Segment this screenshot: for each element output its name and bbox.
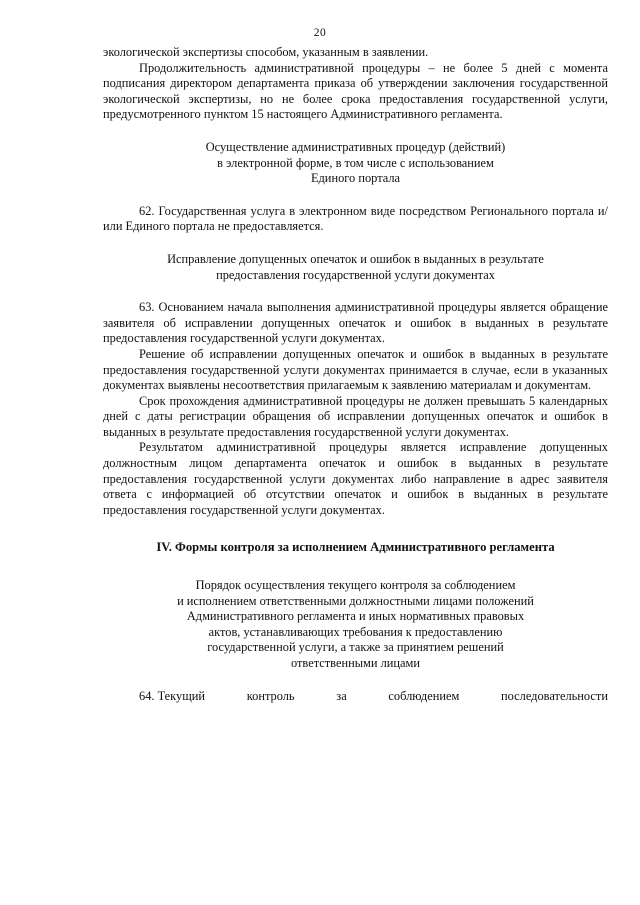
heading-electronic-line-3: Единого портала (310, 171, 401, 186)
heading-electronic-line-1: Осуществление административных процедур (действий) (205, 139, 506, 154)
paragraph-result: Результатом административной процедуры является исправление допущенных должностным лицом департамента опечаток и ошибок в выданных в результате предоставления государственной услуги документах либо направление в адрес заявителя ответа с информацией об отсутствии опечаток и ошибок в выданных в результате предоставления государственной услуги документах. (103, 440, 608, 517)
heading-control-line-5: государственной услуги, а также за принятием решений (207, 640, 504, 655)
heading-corrections-line-1: Исправление допущенных опечаток и ошибок в выданных в результате (167, 251, 544, 266)
heading-corrections-line-2: предоставления государственной услуги документах (216, 267, 495, 282)
paragraph-64-word: соблюдением (388, 688, 460, 703)
paragraph-64-word: за (336, 688, 347, 703)
paragraph-64-first-line (103, 689, 608, 705)
paragraph-62: 62. Государственная услуга в электронном виде посредством Регионального портала и/или Единого портала не предоставляется. (103, 203, 608, 234)
heading-control-line-4: актов, устанавливающих требования к предоставлению (208, 624, 503, 639)
paragraph-64-word: контроль (246, 688, 295, 703)
paragraph-64-word: последовательности (501, 688, 608, 703)
heading-control-line-6: ответственными лицами (290, 656, 421, 670)
heading-control-line-1: Порядок осуществления текущего контроля за соблюдением (195, 578, 516, 593)
section-iv-heading: IV. Формы контроля за исполнением Административного регламента (156, 540, 555, 555)
heading-control-line-3: Административного регламента и иных нормативных правовых (186, 609, 525, 624)
paragraph-63: 63. Основанием начала выполнения административной процедуры является обращение заявителя об исправлении допущенных опечаток и ошибок в выданных в результате предоставления государственной услуги документах. (103, 300, 608, 346)
page-number: 20 (313, 27, 327, 39)
paragraph-continuation: экологической экспертизы способом, указанным в заявлении. (103, 45, 429, 59)
heading-control-line-2: и исполнением ответственными должностными лицами положений (177, 593, 534, 608)
paragraph-term: Срок прохождения административной процедуры не должен превышать 5 календарных дней с даты регистрации обращения об исправлении допущенных опечаток и ошибок в выданных в результате предоставления государственной услуги документах. (103, 393, 608, 439)
paragraph-64-word: 64. Текущий (139, 688, 206, 703)
page-content (103, 45, 608, 704)
paragraph-decision: Решение об исправлении допущенных опечаток и ошибок в выданных в результате предоставления государственной услуги документах принимается в случае, если в указанных документах выявлены несоответствия прилагаемым к заявлению материалам и документам. (103, 346, 608, 393)
heading-electronic-line-2: в электронной форме, в том числе с использованием (217, 155, 494, 170)
paragraph-duration: Продолжительность административной процедуры – не более 5 дней с момента подписания директором департамента приказа об утверждении заключения государственной экологической экспертизы, но не более срока предоставления государственной услуги, предусмотренного пунктом 15 настоящего Административного регламента. (103, 60, 608, 122)
